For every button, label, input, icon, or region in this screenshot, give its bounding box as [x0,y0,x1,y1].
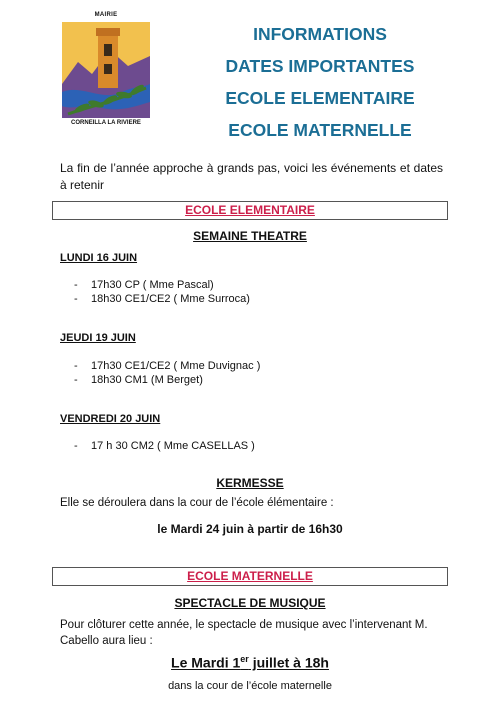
maternelle-place: dans la cour de l’école maternelle [168,680,332,692]
spectacle-text: Pour clôturer cette année, le spectacle de musique avec l’intervenant M. Cabello aura lieu : [60,619,428,647]
list-item: - 18h30 CE1/CE2 ( Mme Surroca) [74,293,250,305]
maternelle-date: Le Mardi 1er juillet à 18h [171,654,329,671]
theatre-title: SEMAINE THEATRE [193,229,307,243]
list-item: - 17h30 CE1/CE2 ( Mme Duvignac ) [74,360,261,372]
list-item: - 17 h 30 CM2 ( Mme CASELLAS ) [74,440,255,452]
header-line-4: ECOLE MATERNELLE [228,120,412,140]
logo-bottom-text: CORNEILLA LA RIVIERE [71,120,141,126]
section-maternelle-box [52,567,448,586]
header-line-3: ECOLE ELEMENTAIRE [225,88,415,108]
list-item: - 17h30 CP ( Mme Pascal) [74,279,214,291]
section-maternelle-title: ECOLE MATERNELLE [187,569,313,583]
kermesse-title: KERMESSE [216,476,284,490]
town-logo [62,22,150,118]
header-line-2: DATES IMPORTANTES [225,56,415,76]
day-label-friday: VENDREDI 20 JUIN [60,413,161,425]
logo-top-text: MAIRIE [94,12,118,18]
spectacle-title: SPECTACLE DE MUSIQUE [174,596,326,610]
day-label-thursday: JEUDI 19 JUIN [60,332,136,344]
kermesse-text: Elle se déroulera dans la cour de l’école élémentaire : [60,497,334,509]
intro-text: La fin de l’année approche à grands pas, voici les événements et dates à retenir [60,161,443,192]
list-item: - 18h30 CM1 (M Berget) [74,374,203,386]
section-elementaire-box [52,201,448,220]
day-label-monday: LUNDI 16 JUIN [60,252,138,264]
kermesse-date: le Mardi 24 juin à partir de 16h30 [157,522,343,536]
section-elementaire-title: ECOLE ELEMENTAIRE [185,203,315,217]
header-line-1: INFORMATIONS [253,24,387,44]
town-logo-image [62,22,150,118]
